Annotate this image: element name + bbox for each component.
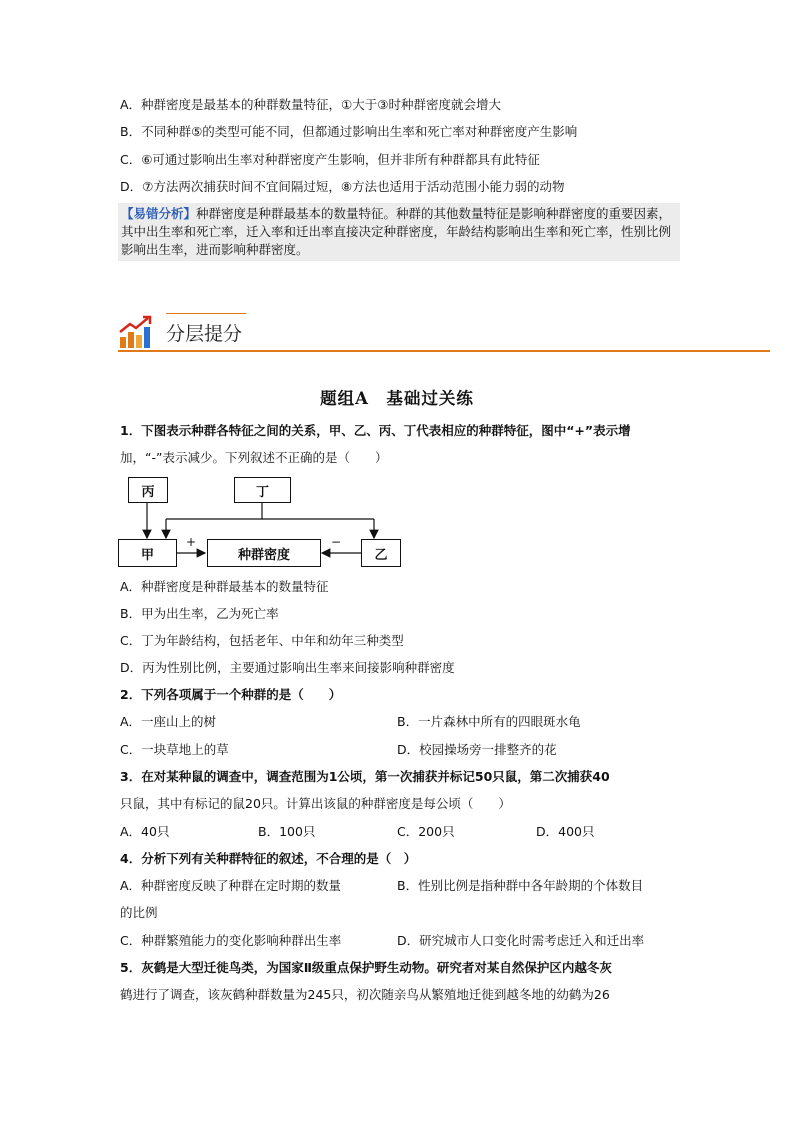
q2-option-a: A．一座山上的树 <box>120 714 217 729</box>
box-yi: 乙 <box>361 539 401 567</box>
prev-option-c: C．⑥可通过影响出生率对种群密度产生影响，但并非所有种群都具有此特征 <box>120 152 540 167</box>
q1-option-d: D．丙为性别比例，主要通过影响出生率来间接影响种群密度 <box>120 660 455 675</box>
q1-stem-line2: 加，“-”表示减少。下列叙述不正确的是（ ） <box>120 450 388 465</box>
bar-chart-icon <box>118 315 154 349</box>
analysis-text: 种群密度是种群最基本的数量特征。种群的其他数量特征是影响种群密度的重要因素，其中出生率和死亡率，迁入率和迁出率直接决定种群密度，年龄结构影响出生率和死亡率，性别比例影响出生率，进而影响种群密度。 <box>121 206 672 257</box>
q3-option-a: A．40只 <box>120 824 170 839</box>
box-bing: 丙 <box>128 477 168 503</box>
q4-stem: 4．分析下列有关种群特征的叙述，不合理的是（ ） <box>120 851 417 866</box>
q2-option-c: C．一块草地上的草 <box>120 742 229 757</box>
q3-stem-line2: 只鼠，其中有标记的鼠20只。计算出该鼠的种群密度是每公顷（ ） <box>120 796 511 811</box>
q4-option-d: D．研究城市人口变化时需考虑迁入和迁出率 <box>397 933 645 948</box>
q4-option-a: A．种群密度反映了种群在定时期的数量 <box>120 878 342 893</box>
q5-stem-line1: 5．灰鹤是大型迁徙鸟类，为国家Ⅱ级重点保护野生动物。研究者对某自然保护区内越冬灰 <box>120 960 612 975</box>
analysis-tag: 【易错分析】 <box>121 206 197 221</box>
q2-stem: 2．下列各项属于一个种群的是（ ） <box>120 687 342 702</box>
q1-option-b: B．甲为出生率，乙为死亡率 <box>120 606 279 621</box>
q1-stem-line1: 1．下图表示种群各特征之间的关系，甲、乙、丙、丁代表相应的种群特征，图中“+”表示增 <box>120 423 631 438</box>
plus-sign: + <box>186 535 197 549</box>
box-population-density: 种群密度 <box>207 539 321 567</box>
section-header <box>118 312 770 354</box>
q3-option-b: B．100只 <box>258 824 316 839</box>
q3-stem-line1: 3．在对某种鼠的调查中，调查范围为1公顷，第一次捕获并标记50只鼠，第二次捕获40 <box>120 769 610 784</box>
prev-option-a: A．种群密度是最基本的种群数量特征，①大于③时种群密度就会增大 <box>120 97 501 112</box>
q4-option-c: C．种群繁殖能力的变化影响种群出生率 <box>120 933 342 948</box>
q2-option-d: D．校园操场旁一排整齐的花 <box>397 742 557 757</box>
q5-stem-line2: 鹤进行了调查，该灰鹤种群数量为245只，初次随亲鸟从繁殖地迁徙到越冬地的幼鹤为26 <box>120 987 610 1002</box>
minus-sign: − <box>331 535 342 549</box>
q1-option-c: C．丁为年龄结构，包括老年、中年和幼年三种类型 <box>120 633 404 648</box>
q3-option-d: D．400只 <box>536 824 595 839</box>
q2-option-b: B．一片森林中所有的四眼斑水龟 <box>397 714 581 729</box>
group-title: 题组A 基础过关练 <box>320 389 474 408</box>
q1-option-a: A．种群密度是种群最基本的数量特征 <box>120 579 329 594</box>
q3-option-c: C．200只 <box>397 824 455 839</box>
section-title: 分层提分 <box>166 323 243 345</box>
prev-option-b: B．不同种群⑤的类型可能不同，但都通过影响出生率和死亡率对种群密度产生影响 <box>120 124 578 139</box>
box-jia: 甲 <box>118 539 177 567</box>
error-analysis-box <box>118 203 680 261</box>
q4-option-b: B．性别比例是指种群中各年龄期的个体数目 <box>397 878 644 893</box>
prev-option-d: D．⑦方法两次捕获时间不宜间隔过短，⑧方法也适用于活动范围小能力弱的动物 <box>120 179 565 194</box>
q4-option-b-cont: 的比例 <box>120 905 158 920</box>
box-ding: 丁 <box>234 477 291 503</box>
